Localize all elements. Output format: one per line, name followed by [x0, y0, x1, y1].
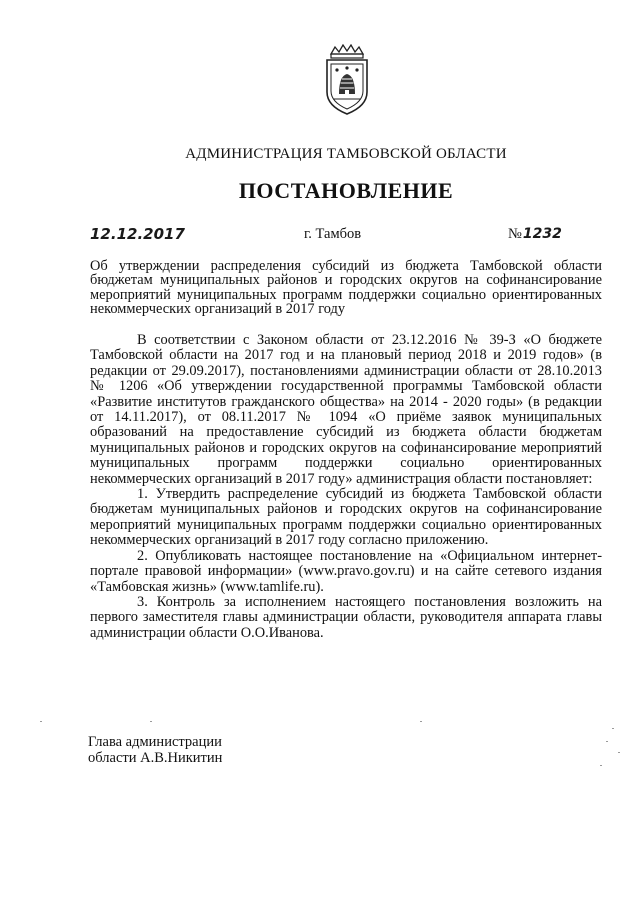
scan-speck [420, 721, 422, 722]
signature-block [88, 735, 222, 766]
clause-3-paragraph: 3. Контроль за исполнением настоящего постановления возложить на первого заместителя главы администрации области, руководителя аппарата главы администрации области О.О.Иванова. [90, 593, 602, 641]
preamble-paragraph: В соответствии с Законом области от 23.12.2016 № 39-З «О бюджете Тамбовской области на 2017 год и на плановый период 2018 и 2019 годов» (в редакции от 29.09.2017), постановлениями администрации области от 28.10.2013 № 1206 «Об утверждении государственной программы Тамбовской области «Развитие институтов гражданского общества» на 2014 - 2020 годы» (в редакции от 14.11.2017), от 08.11.2017 № 1094 «О приёме заявок муниципальных образований на предоставление субсидий из бюджета области бюджетам муниципальных районов и городских округов на софинансирование мероприятий муниципальных программ поддержки социально ориентированных некоммерческих организаций в 2017 году» администрация области постановляет: [90, 332, 602, 487]
document-number [508, 226, 562, 243]
scan-speck [600, 765, 602, 766]
scan-speck [150, 721, 152, 722]
number-value: 1232 [522, 226, 562, 242]
number-sign: № [508, 226, 522, 242]
document-body [90, 333, 602, 641]
document-type-heading: ПОСТАНОВЛЕНИЕ [238, 178, 454, 203]
document-city: г. Тамбов [304, 226, 362, 242]
scan-speck [40, 721, 42, 722]
document-title: Об утверждении распределения субсидий из бюджета Тамбовской области бюджетам муниципальных районов и городских округов на софинансирование мероприятий муниципальных программ поддержки социально ориентированных некоммерческих организаций в 2017 году [90, 258, 602, 317]
scan-speck [606, 741, 608, 742]
document-date: 12.12.2017 [90, 225, 185, 243]
signature-title: Глава администрации [88, 734, 222, 750]
scan-speck [612, 728, 614, 729]
clause-2-paragraph: 2. Опубликовать настоящее постановление на «Официальном интернет-портале правовой информации» (www.pravo.gov.ru) и на сайте сетевого издания «Тамбовская жизнь» (www.tamlife.ru). [90, 547, 602, 595]
scan-speck [618, 752, 620, 753]
organization-name: АДМИНИСТРАЦИЯ ТАМБОВСКОЙ ОБЛАСТИ [185, 146, 507, 162]
coat-of-arms-icon [317, 44, 377, 116]
signature-name: области А.В.Никитин [88, 749, 223, 766]
clause-1-paragraph: 1. Утвердить распределение субсидий из бюджета Тамбовской области бюджетам муниципальных районов и городских округов на софинансирование мероприятий муниципальных программ поддержки социально ориентированных некоммерческих организаций в 2017 году согласно приложению. [90, 486, 602, 549]
